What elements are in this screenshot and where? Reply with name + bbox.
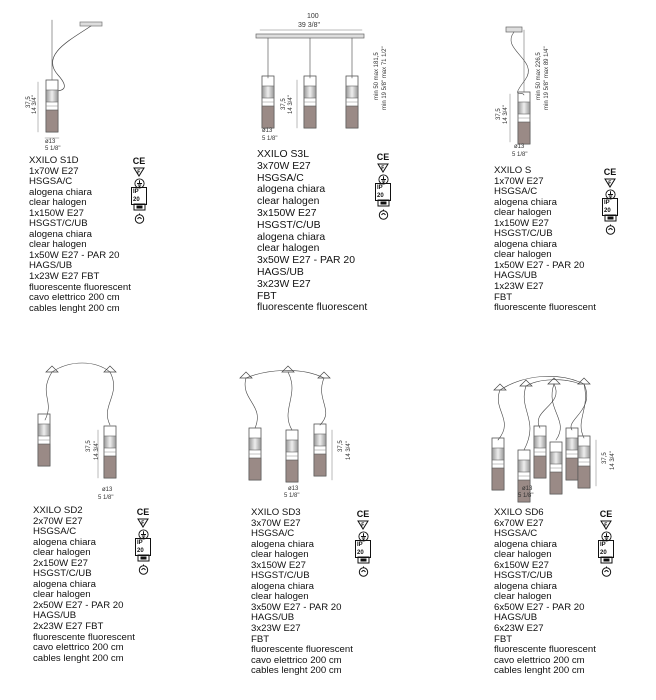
spec-line: fluorescente fluorescent (257, 302, 368, 314)
drawing-s (496, 27, 550, 158)
spec-line: fluorescente fluorescent (494, 302, 596, 314)
spec-line: 1x50W E27 - PAR 20 (29, 249, 120, 261)
hot-surface-icon (375, 209, 391, 221)
spec-line: 3x50W E27 - PAR 20 (251, 601, 342, 613)
spec-line: fluorescente fluorescent (251, 644, 353, 656)
spec-line: HSGST/C/UB (494, 570, 553, 582)
spec-line: fluorescente fluorescent (494, 644, 596, 656)
spec-line: FBT (251, 633, 270, 645)
drawing-sd2 (38, 363, 116, 501)
svg-text:37,5: 37,5 (338, 440, 344, 452)
spec-line: 3x150W E27 (257, 207, 317, 219)
ce-mark-icon: CE (376, 151, 390, 162)
spec-line: HSGST/C/UB (494, 228, 553, 240)
double-insulation-icon (135, 552, 151, 564)
spec-line: cables lenght 200 cm (251, 665, 342, 677)
spec-line: clear halogen (33, 589, 91, 601)
spec-line: HAGS/UB (257, 266, 304, 278)
svg-text:5 1/8": 5 1/8" (98, 495, 114, 501)
spec-line: cavo elettrico 200 cm (494, 654, 585, 666)
ce-mark-icon: CE (356, 508, 370, 519)
f-triangle-icon (602, 178, 618, 190)
dim-cable-in: min 19 5/8" max 71 1/2" (382, 46, 388, 110)
spec-line: 6x70W E27 (494, 517, 544, 529)
cert-icons-s1d (131, 155, 147, 225)
spec-line: alogena chiara (257, 184, 326, 196)
product-name: XXILO S (494, 165, 532, 176)
spec-line: alogena chiara (494, 238, 557, 250)
ce-mark-icon: CE (136, 506, 150, 517)
spec-line: 1x50W E27 - PAR 20 (494, 259, 585, 271)
spec-line: 6x23W E27 (494, 623, 544, 635)
spec-line: FBT (494, 291, 513, 303)
svg-text:ø13: ø13 (262, 128, 273, 134)
spec-line: cables lenght 200 cm (29, 302, 120, 314)
spec-line: HAGS/UB (33, 610, 77, 622)
svg-text:ø13: ø13 (522, 486, 533, 492)
spec-line: 3x70W E27 (257, 160, 311, 172)
f-triangle-icon (135, 518, 151, 530)
spec-line: alogena chiara (29, 186, 92, 198)
svg-text:5 1/8": 5 1/8" (518, 493, 534, 499)
hot-surface-icon (602, 224, 618, 236)
spec-line: cavo elettrico 200 cm (33, 642, 124, 654)
double-insulation-icon (375, 197, 391, 209)
spec-line: HAGS/UB (251, 612, 295, 624)
ce-mark-icon: CE (603, 166, 617, 177)
ip20-label-icon: IP 20 (598, 543, 614, 555)
spec-block-sd2 (33, 506, 135, 664)
dim-width: 100 (307, 13, 319, 20)
spec-line: HSGST/C/UB (29, 218, 88, 230)
dim-width-in: 39 3/8" (298, 22, 320, 29)
spec-line: HSGSA/C (29, 176, 73, 188)
svg-text:ø13: ø13 (514, 144, 525, 150)
cert-icons-sd6 (598, 508, 614, 578)
drawing-s1d (26, 20, 102, 152)
ip20-label-icon: IP 20 (355, 543, 371, 555)
ce-mark-icon: CE (132, 155, 146, 166)
spec-line: clear halogen (257, 243, 320, 255)
spec-line: HSGSA/C (257, 172, 304, 184)
spec-line: clear halogen (494, 591, 552, 603)
svg-text:14 3/4": 14 3/4" (346, 441, 352, 460)
svg-text:5 1/8": 5 1/8" (512, 152, 528, 158)
spec-line: 2x70W E27 (33, 515, 83, 527)
spec-line: alogena chiara (494, 196, 557, 208)
spec-line: fluorescente fluorescent (29, 281, 131, 293)
drawing-s3l (256, 13, 388, 142)
spec-line: cables lenght 200 cm (33, 652, 124, 664)
svg-text:min 50 max 226,5: min 50 max 226,5 (536, 52, 542, 100)
svg-text:14 3/4": 14 3/4" (503, 105, 509, 124)
spec-line: HSGST/C/UB (257, 219, 321, 231)
svg-text:F: F (137, 169, 141, 176)
svg-text:5 1/8": 5 1/8" (284, 493, 300, 499)
spec-block-s1d (29, 156, 131, 314)
hot-surface-icon (135, 564, 151, 576)
spec-line: FBT (257, 290, 277, 302)
svg-text:14 3/4": 14 3/4" (94, 441, 100, 460)
spec-line: HSGSA/C (33, 526, 77, 538)
spec-line: 2x150W E27 (33, 557, 88, 569)
spec-line: HSGSA/C (494, 186, 538, 198)
spec-line: HSGST/C/UB (33, 568, 92, 580)
svg-text:37,5: 37,5 (281, 98, 287, 110)
dim-height-in: 14 3/4" (32, 95, 38, 114)
spec-line: 2x50W E27 - PAR 20 (33, 599, 124, 611)
svg-text:min 19 5/8" max 89 1/4": min 19 5/8" max 89 1/4" (544, 46, 550, 110)
spec-line: HSGSA/C (251, 528, 295, 540)
spec-block-s3l (257, 149, 367, 314)
svg-text:F: F (361, 522, 365, 529)
svg-text:F: F (141, 520, 145, 527)
svg-text:14 3/4": 14 3/4" (610, 451, 616, 470)
hot-surface-icon (131, 213, 147, 225)
spec-block-sd3 (251, 508, 353, 677)
spec-line: 2x23W E27 FBT (33, 621, 104, 633)
spec-line: 6x50W E27 - PAR 20 (494, 601, 585, 613)
spec-line: 3x23W E27 (251, 623, 301, 635)
ip20-label-icon: IP 20 (135, 541, 151, 553)
spec-line: 1x150W E27 (29, 207, 84, 219)
dim-dia-in: 5 1/8" (45, 146, 61, 152)
spec-line: clear halogen (251, 591, 309, 603)
ip20-label-icon: IP 20 (131, 190, 147, 202)
spec-line: 3x150W E27 (251, 559, 306, 571)
svg-text:37,5: 37,5 (86, 440, 92, 452)
spec-line: HAGS/UB (29, 260, 73, 272)
spec-line: 1x23W E27 (494, 281, 544, 293)
spec-line: 1x23W E27 FBT (29, 271, 100, 283)
spec-line: alogena chiara (494, 580, 557, 592)
ce-mark-icon: CE (599, 508, 613, 519)
dim-dia: ø13 (45, 139, 56, 145)
hot-surface-icon (598, 566, 614, 578)
spec-line: alogena chiara (251, 580, 314, 592)
ip20-label-icon: IP 20 (375, 186, 391, 198)
cert-icons-s (602, 166, 618, 236)
svg-text:5 1/8": 5 1/8" (262, 136, 278, 142)
spec-line: clear halogen (257, 196, 320, 208)
spec-line: clear halogen (251, 549, 309, 561)
spec-line: HAGS/UB (494, 270, 538, 282)
spec-line: 3x70W E27 (251, 517, 301, 529)
spec-line: cavo elettrico 200 cm (29, 292, 120, 304)
cert-icons-sd2 (135, 506, 151, 576)
spec-line: 1x70W E27 (494, 175, 544, 187)
spec-line: 6x150W E27 (494, 559, 549, 571)
svg-text:ø13: ø13 (102, 487, 113, 493)
product-name: XXILO S3L (257, 149, 309, 160)
spec-line: clear halogen (29, 197, 87, 209)
drawing-sd6 (492, 376, 616, 502)
spec-line: 3x23W E27 (257, 278, 311, 290)
spec-block-sd6 (494, 508, 596, 677)
f-triangle-icon (375, 163, 391, 175)
svg-text:F: F (604, 522, 608, 529)
svg-text:37,5: 37,5 (496, 108, 502, 120)
spec-line: clear halogen (494, 207, 552, 219)
spec-line: clear halogen (494, 549, 552, 561)
spec-line: alogena chiara (494, 538, 557, 550)
double-insulation-icon (602, 212, 618, 224)
spec-line: alogena chiara (33, 578, 96, 590)
dim-cable: min 50 max 181,5 (374, 52, 380, 100)
spec-line: clear halogen (33, 547, 91, 559)
cert-icons-sd3 (355, 508, 371, 578)
dim-height: 37,5 (26, 96, 32, 108)
spec-line: alogena chiara (29, 228, 92, 240)
drawing-sd3 (240, 366, 352, 499)
spec-line: clear halogen (29, 239, 87, 251)
svg-text:ø13: ø13 (288, 486, 299, 492)
svg-text:F: F (381, 165, 385, 172)
spec-line: cavo elettrico 200 cm (251, 654, 342, 666)
double-insulation-icon (598, 554, 614, 566)
svg-text:37,5: 37,5 (602, 452, 608, 464)
spec-line: alogena chiara (257, 231, 326, 243)
spec-line: 1x150W E27 (494, 217, 549, 229)
product-name: XXILO SD6 (494, 507, 544, 518)
svg-text:14 3/4": 14 3/4" (288, 95, 294, 114)
cert-icons-s3l (375, 151, 391, 221)
f-triangle-icon (598, 520, 614, 532)
spec-line: FBT (494, 633, 513, 645)
double-insulation-icon (355, 554, 371, 566)
spec-line: alogena chiara (251, 538, 314, 550)
product-name: XXILO SD2 (33, 505, 83, 516)
ip20-label-icon: IP 20 (602, 201, 618, 213)
f-triangle-icon (131, 167, 147, 179)
spec-line: 1x70W E27 (29, 165, 79, 177)
spec-line: HSGSA/C (494, 528, 538, 540)
product-name: XXILO SD3 (251, 507, 301, 518)
spec-line: cables lenght 200 cm (494, 665, 585, 677)
svg-text:F: F (608, 180, 612, 187)
spec-block-s (494, 166, 596, 314)
spec-line: HSGST/C/UB (251, 570, 310, 582)
double-insulation-icon (131, 201, 147, 213)
product-name: XXILO S1D (29, 155, 79, 166)
hot-surface-icon (355, 566, 371, 578)
spec-line: clear halogen (494, 249, 552, 261)
spec-line: 3x50W E27 - PAR 20 (257, 255, 355, 267)
spec-line: fluorescente fluorescent (33, 631, 135, 643)
spec-line: HAGS/UB (494, 612, 538, 624)
spec-line: alogena chiara (33, 536, 96, 548)
f-triangle-icon (355, 520, 371, 532)
